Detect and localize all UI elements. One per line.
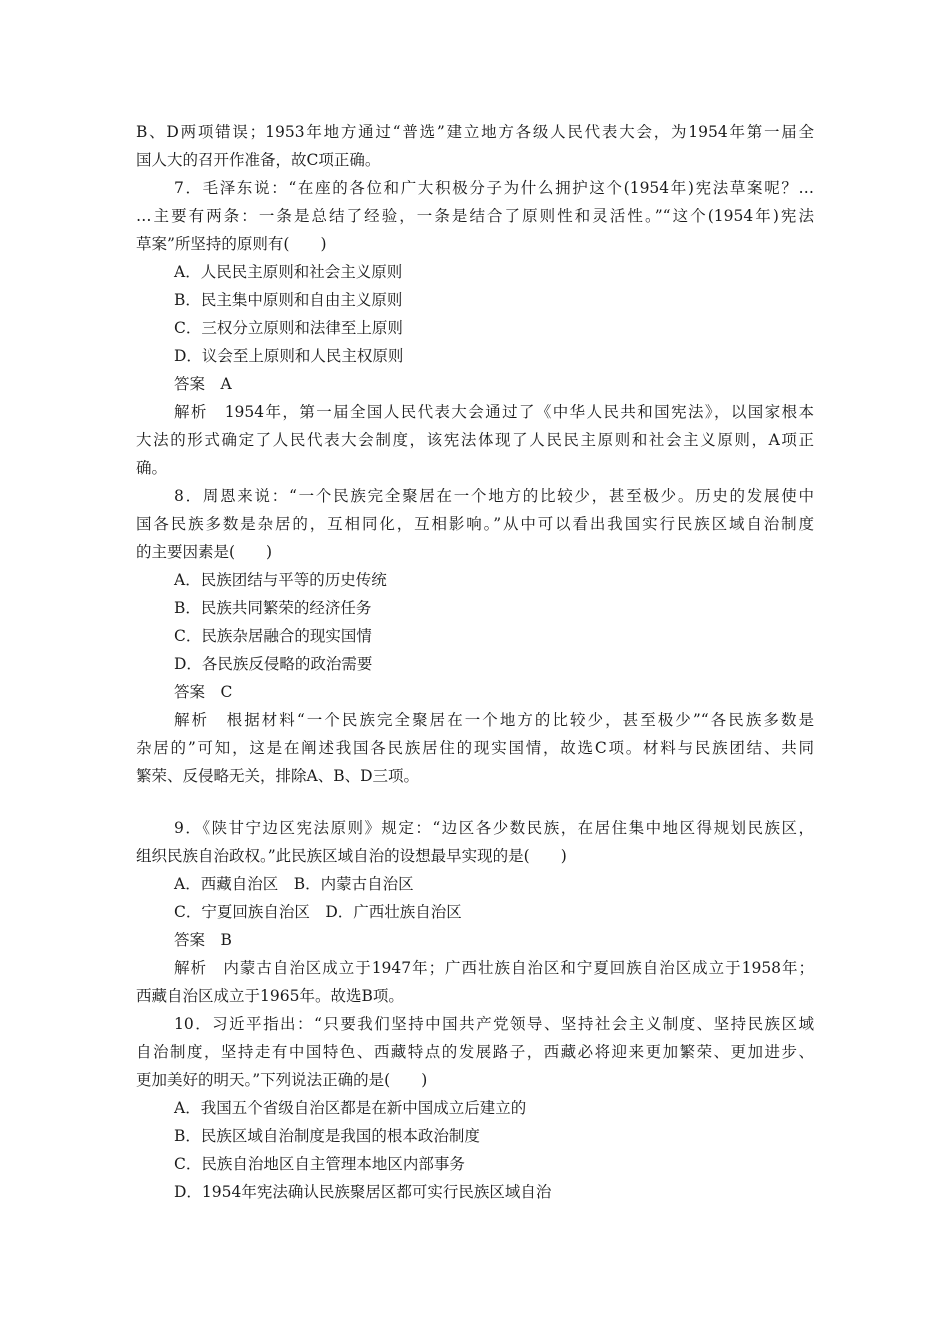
question-8-stem: 的主要因素是( ) xyxy=(136,543,273,561)
question-7-answer: 答案 A xyxy=(174,375,232,393)
question-10-option-a: A．我国五个省级自治区都是在新中国成立后建立的 xyxy=(174,1099,527,1117)
question-8-analysis: 解析 根据材料“一个民族完全聚居在一个地方的比较少，甚至极少”“各民族多数是 xyxy=(174,711,814,729)
question-10-stem: 自治制度，坚持走有中国特色、西藏特点的发展路子，西藏必将迎来更加繁荣、更加进步、 xyxy=(136,1043,814,1061)
question-8-analysis: 繁荣、反侵略无关，排除A、B、D三项。 xyxy=(136,767,420,785)
question-7-option-a: A．人民民主原则和社会主义原则 xyxy=(174,263,403,281)
question-7-stem: …主要有两条：一条是总结了经验，一条是结合了原则性和灵活性。”“这个(1954年)宪法 xyxy=(136,207,814,225)
question-10-option-c: C．民族自治地区自主管理本地区内部事务 xyxy=(174,1155,465,1173)
question-7-stem: 7．毛泽东说：“在座的各位和广大积极分子为什么拥护这个(1954年)宪法草案呢？… xyxy=(174,179,814,197)
question-10-stem: 10．习近平指出：“只要我们坚持中国共产党领导、坚持社会主义制度、坚持民族区域 xyxy=(174,1015,814,1033)
question-7-option-c: C．三权分立原则和法律至上原则 xyxy=(174,319,403,337)
question-10-option-d: D．1954年宪法确认民族聚居区都可实行民族区域自治 xyxy=(174,1183,552,1201)
question-7-analysis: 大法的形式确定了人民代表大会制度，该宪法体现了人民民主原则和社会主义原则，A项正 xyxy=(136,431,814,449)
text-line: 国人大的召开作准备，故C项正确。 xyxy=(136,151,381,169)
question-10-option-b: B．民族区域自治制度是我国的根本政治制度 xyxy=(174,1127,480,1145)
text-line: B、D两项错误；1953年地方通过“普选”建立地方各级人民代表大会，为1954年第一届全 xyxy=(136,123,814,141)
question-9-stem: 9．《陕甘宁边区宪法原则》规定：“边区各少数民族，在居住集中地区得规划民族区， xyxy=(174,819,814,837)
question-7-stem: 草案”所坚持的原则有( ) xyxy=(136,235,327,253)
question-9-analysis: 解析 内蒙古自治区成立于1947年；广西壮族自治区和宁夏回族自治区成立于1958年； xyxy=(174,959,814,977)
question-8-analysis: 杂居的”可知，这是在阐述我国各民族居住的现实国情，故选C项。材料与民族团结、共同 xyxy=(136,739,814,757)
question-8-option-b: B．民族共同繁荣的经济任务 xyxy=(174,599,372,617)
question-9-options-cd: C．宁夏回族自治区 D．广西壮族自治区 xyxy=(174,903,462,921)
question-10-stem: 更加美好的明天。”下列说法正确的是( ) xyxy=(136,1071,428,1089)
question-9-options-ab: A．西藏自治区 B．内蒙古自治区 xyxy=(174,875,414,893)
question-8-stem: 8．周恩来说：“一个民族完全聚居在一个地方的比较少，甚至极少。历史的发展使中 xyxy=(174,487,814,505)
question-8-option-a: A．民族团结与平等的历史传统 xyxy=(174,571,387,589)
question-7-analysis: 确。 xyxy=(136,459,168,477)
question-8-option-d: D．各民族反侵略的政治需要 xyxy=(174,655,373,673)
question-8-option-c: C．民族杂居融合的现实国情 xyxy=(174,627,372,645)
question-9-answer: 答案 B xyxy=(174,931,232,949)
question-8-stem: 国各民族多数是杂居的，互相同化，互相影响。”从中可以看出我国实行民族区域自治制度 xyxy=(136,515,814,533)
question-7-option-d: D．议会至上原则和人民主权原则 xyxy=(174,347,404,365)
question-9-analysis: 西藏自治区成立于1965年。故选B项。 xyxy=(136,987,404,1005)
question-7-analysis: 解析 1954年，第一届全国人民代表大会通过了《中华人民共和国宪法》，以国家根本 xyxy=(174,403,814,421)
question-8-answer: 答案 C xyxy=(174,683,233,701)
question-7-option-b: B．民主集中原则和自由主义原则 xyxy=(174,291,403,309)
question-9-stem: 组织民族自治政权。”此民族区域自治的设想最早实现的是( ) xyxy=(136,847,567,865)
